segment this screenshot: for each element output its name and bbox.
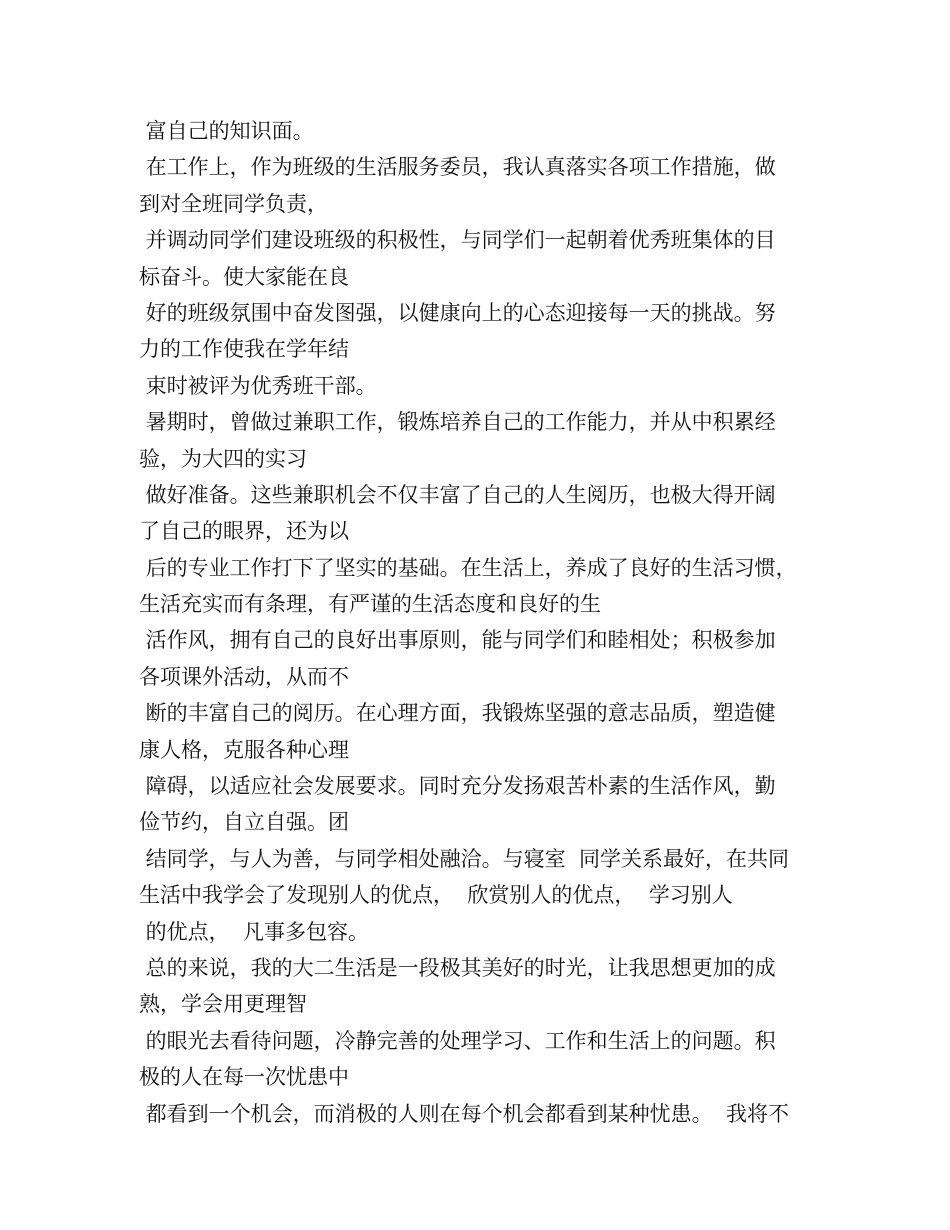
text-line: 生活中我学会了发现别人的优点， 欣赏别人的优点， 学习别人 [139,883,733,908]
text-line: 各项课外活动，从而不 [139,664,349,689]
text-line: 力的工作使我在学年结 [139,337,349,362]
text-line: 了自己的眼界，还为以 [139,519,349,544]
text-line: 活作风，拥有自己的良好出事原则，能与同学们和睦相处；积极参加 [139,628,776,653]
text-line: 到对全班同学负责， [139,191,328,216]
text-line: 熟，学会用更理智 [139,992,307,1017]
text-line: 的优点， 凡事多包容。 [139,919,370,944]
text-line: 束时被评为优秀班干部。 [139,373,377,398]
text-line: 断的丰富自己的阅历。在心理方面，我锻炼坚强的意志品质，塑造健 [139,701,776,726]
text-line: 俭节约，自立自强。团 [139,810,349,835]
text-line: 后的专业工作打下了坚实的基础。在生活上，养成了良好的生活习惯， [139,555,797,580]
text-line: 验，为大四的实习 [139,446,307,471]
text-line: 暑期时，曾做过兼职工作，锻炼培养自己的工作能力，并从中积累经 [139,410,776,435]
body-text [139,113,829,1132]
text-line: 康人格，克服各种心理 [139,737,349,762]
text-line: 做好准备。这些兼职机会不仅丰富了自己的人生阅历，也极大得开阔 [139,482,776,507]
text-line: 都看到一个机会，而消极的人则在每个机会都看到某种忧患。 我将不 [139,1101,790,1126]
text-line: 总的来说，我的大二生活是一段极其美好的时光，让我思想更加的成 [139,955,776,980]
text-line: 在工作上，作为班级的生活服务委员，我认真落实各项工作措施，做 [139,155,776,180]
text-line: 并调动同学们建设班级的积极性，与同学们一起朝着优秀班集体的目 [139,228,776,253]
text-line: 标奋斗。使大家能在良 [139,264,349,289]
text-line: 障碍，以适应社会发展要求。同时充分发扬艰苦朴素的生活作风，勤 [139,774,776,799]
text-line: 的眼光去看待问题，冷静完善的处理学习、工作和生活上的问题。积 [139,1028,776,1053]
text-line: 结同学，与人为善，与同学相处融洽。与寝室 同学关系最好，在共同 [139,846,790,871]
text-line: 好的班级氛围中奋发图强，以健康向上的心态迎接每一天的挑战。努 [139,300,776,325]
text-line: 极的人在每一次忧患中 [139,1065,349,1090]
text-line: 生活充实而有条理，有严谨的生活态度和良好的生 [139,592,601,617]
text-line: 富自己的知识面。 [139,119,314,143]
